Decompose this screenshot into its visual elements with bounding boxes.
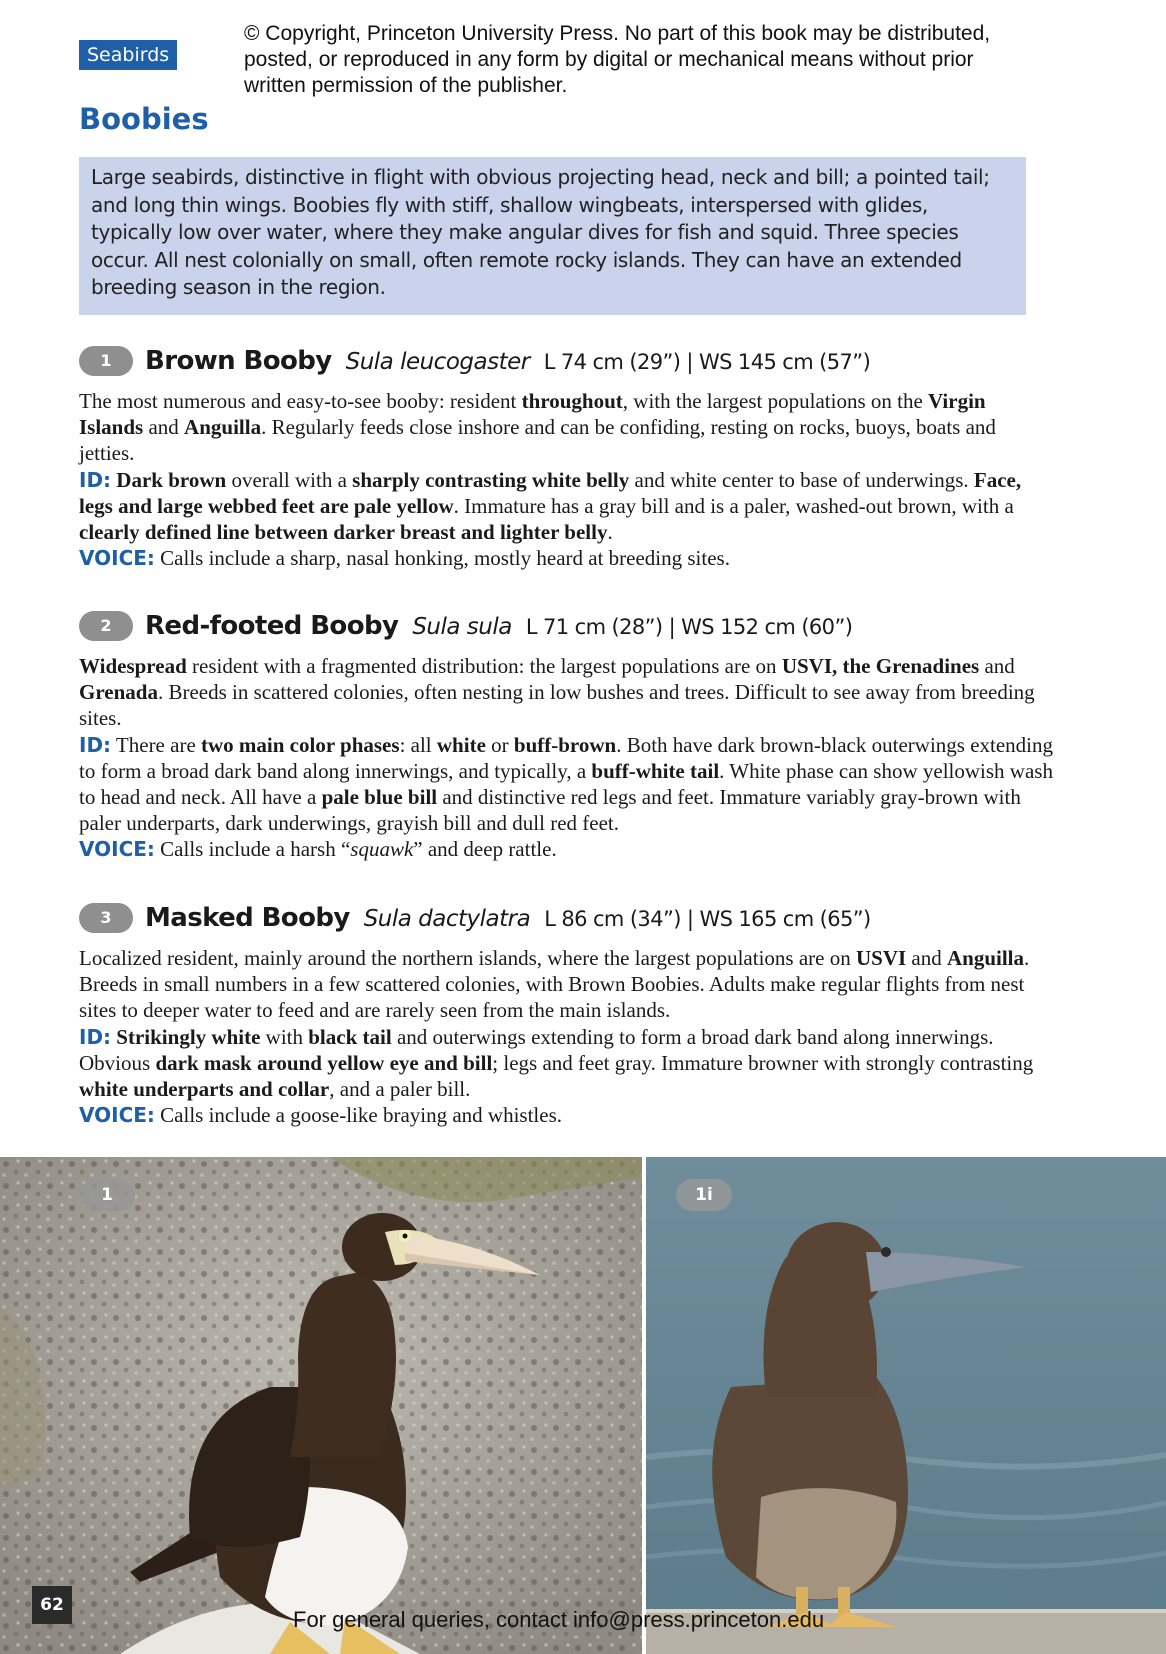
voice-label: VOICE: [79,1103,155,1128]
copyright-notice: © Copyright, Princeton University Press. No part of this book may be distributed, posted, or reproduced in any form by digital or mechanical means without prior written permission of the publisher. [244,22,991,97]
voice-label: VOICE: [79,837,155,862]
species-scientific-name: Sula sula [412,614,512,640]
species-entry-brown-booby [79,346,1054,571]
bird-photo-illustration [0,1157,642,1654]
species-name: Masked Booby [145,903,350,933]
photo-brown-booby-adult [0,1157,642,1654]
id-label: ID: [79,1024,112,1049]
species-scientific-name: Sula leucogaster [345,349,530,375]
species-measurements: L 74 cm (29”) | WS 145 cm (57”) [543,350,871,374]
id-label: ID: [79,467,112,492]
species-number-badge: 1 [79,346,133,376]
species-number-badge: 2 [79,611,133,641]
species-entry-red-footed-booby [79,611,1054,863]
species-name: Brown Booby [145,346,332,376]
page-number: 62 [32,1586,72,1624]
species-header [79,903,1054,943]
species-description: The most numerous and easy-to-see booby: resident throughout, with the largest populations on the Virgin Islands and Anguilla. Regularly feeds close inshore and can be confiding, resting on rocks, buoys, boats and jetties. ID: Dark brown overall with a sharply contrasting white belly and white center to base of underwings. Face, legs and large webbed feet are pale yellow. Immature has a gray bill and is a paler, washed-out brown, with a clearly defined line between darker breast and lighter belly. VOICE: Calls include a sharp, nasal honking, mostly heard at breeding sites. [79,389,1022,571]
species-description: Widespread resident with a fragmented distribution: the largest populations are on USVI, the Grenadines and Grenada. Breeds in scattered colonies, often nesting in low bushes and trees. Difficult to see away from breeding sites. ID: There are two main color phases: all white or buff-brown. Both have dark brown-black outerwings extending to form a broad dark band along innerwings, and typically, a buff-white tail. White phase can show yellowish wash to head and neck. All have a pale blue bill and distinctive red legs and feet. Immature variably gray-brown with paler underparts, dark underwings, grayish bill and dull red feet. VOICE: Calls include a harsh “squawk” and deep rattle. [79,654,1054,862]
id-label: ID: [79,732,112,757]
photo-brown-booby-immature [646,1157,1166,1654]
species-measurements: L 86 cm (34”) | WS 165 cm (65”) [544,907,871,931]
species-description: Localized resident, mainly around the northern islands, where the largest populations are on USVI and Anguilla. Breeds in small numbers in a few scattered colonies, with Brown Boobies. Adults make regular flights from nest sites to deeper water to feed and are rarely seen from the main islands. ID: Strikingly white with black tail and outerwings extending to form a broad dark band along innerwings. Obvious dark mask around yellow eye and bill; legs and feet gray. Immature browner with strongly contrasting white underparts and collar, and a paler bill. VOICE: Calls include a goose-like braying and whistles. [79,946,1034,1128]
voice-label: VOICE: [79,546,155,571]
photo-badge: 1i [676,1179,732,1211]
section-tag: Seabirds [79,40,177,70]
species-header [79,346,1054,386]
footer-contact: For general queries, contact info@press.princeton.edu [293,1607,825,1632]
species-name: Red-footed Booby [145,611,399,641]
page-title: Boobies [79,102,209,136]
species-scientific-name: Sula dactylatra [363,906,531,932]
species-header [79,611,1054,651]
species-number-badge: 3 [79,903,133,933]
intro-box: Large seabirds, distinctive in flight with obvious projecting head, neck and bill; a pointed tail; and long thin wings. Boobies fly with stiff, shallow wingbeats, interspersed with glides, typically low over water, where they make angular dives for fish and squid. Three species occur. All nest colonially on small, often remote rocky islands. They can have an extended breeding season in the region. [79,157,1026,315]
photo-badge: 1 [79,1179,135,1211]
species-entry-masked-booby [79,903,1054,1128]
bird-photo-illustration [646,1157,1166,1654]
species-measurements: L 71 cm (28”) | WS 152 cm (60”) [525,615,853,639]
